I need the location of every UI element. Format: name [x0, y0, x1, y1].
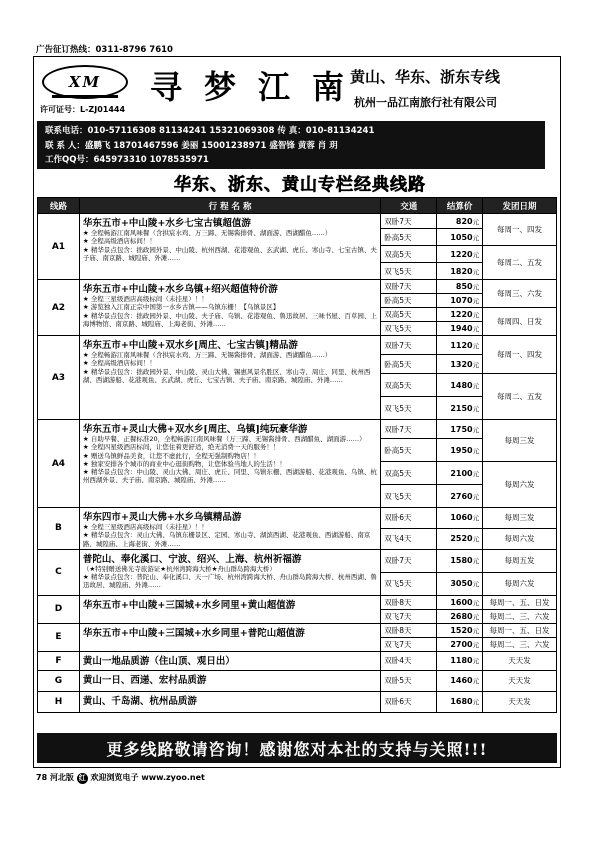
route-highlight: （★特别赠送佛光寺旅游证★杭州湾跨海大桥★舟山群岛跨海大桥） [82, 564, 276, 573]
price-cell [437, 651, 483, 670]
departure-dates: 每周三、六发 [483, 280, 557, 308]
transport-type: 双卧8天 [381, 623, 437, 637]
route-title: 华东五市+中山陵+三国城+水乡同里+普陀山超值游 [82, 627, 305, 639]
route-description [79, 651, 380, 670]
transport-type: 双飞7天 [381, 637, 437, 651]
transport-type: 双高5天 [381, 246, 437, 263]
table-row [38, 595, 557, 609]
contact-phones: 联系电话：010-57116308 81134241 15321069308 传 真：010-81134241 [45, 126, 375, 136]
price-unit: 元 [472, 469, 480, 478]
route-highlight: ★ 游览独入江南正宗中国第一水乡古镇——乌镇东栅！【乌镇景区】 [82, 303, 280, 312]
price-cell [437, 308, 483, 322]
price-unit: 元 [472, 325, 480, 333]
price-unit: 元 [472, 580, 480, 589]
header-transport: 交通 [381, 198, 437, 214]
price-cell [437, 508, 483, 529]
logo: XM [42, 65, 128, 99]
price-cell [437, 374, 483, 397]
table-row [38, 651, 557, 670]
route-highlight: ★ 精华景点包含：普陀山、奉化溪口、天一广场、杭州湾跨海大桥、舟山群岛跨海大桥、杭州西湖、鲁迅故居、城隍庙、外滩…… [82, 573, 377, 590]
route-title: 黄山、千岛湖、杭州品质游 [82, 695, 197, 707]
departure-dates: 每周六发 [483, 462, 557, 508]
transport-type: 双卧6天 [381, 508, 437, 529]
route-highlight: ★ 全程高级酒店标间！！ [82, 237, 156, 246]
route-highlight: ★ 赠送乌镇鲜品美食，让您不虚此行，全程无强制购物店！！ [82, 451, 260, 460]
route-description [79, 623, 380, 651]
route-description [79, 508, 380, 550]
route-highlight: ★ 全程高级酒店标间！！ [82, 359, 156, 368]
route-highlight: ★ 全程四星级酒店标间，让您住着更舒适，绝无消费一天的服务！！ [82, 443, 280, 452]
route-title: 华东五市+灵山大佛+双水乡[周庄、乌镇]纯玩豪华游 [82, 424, 308, 435]
route-highlight: ★ 精华景点包含：中山陵、灵山大佛、周庄、虎丘、同里、乌镇东栅、西湖游船、花港观鱼、乌镇、杭州西湖外景、夫子庙、南京路、城隍庙、外滩…… [82, 468, 377, 485]
price-cell [437, 280, 483, 294]
route-description [79, 595, 380, 623]
price-unit: 元 [472, 217, 480, 226]
price-value: 1070 [450, 296, 473, 305]
price-unit: 元 [472, 598, 480, 607]
price-cell [437, 549, 483, 572]
routes-table [37, 197, 557, 713]
table-row [38, 420, 557, 439]
table-row [38, 549, 557, 572]
route-code: A1 [38, 214, 80, 280]
price-value: 1220 [450, 310, 473, 319]
price-value: 1180 [450, 656, 473, 666]
price-cell [437, 322, 483, 336]
departure-dates: 每周三发 [483, 420, 557, 462]
price-cell [437, 462, 483, 485]
price-cell [437, 485, 483, 508]
contact-persons: 联 系 人：盛鹏飞 18701467596 姜丽 15001238971 盛智锋 黄蓉 肖 玥 [45, 140, 338, 151]
price-cell [437, 439, 483, 462]
route-highlight: ★ 自助早餐、正餐标准20，全程畅游江南风味餐（万三蹄、无锡酱排骨、西湖醋鱼、湖面游……） [82, 435, 366, 443]
departure-dates: 每周二、五发 [483, 374, 557, 420]
price-unit: 元 [472, 311, 480, 319]
transport-type: 双卧7天 [381, 214, 437, 229]
price-value: 1680 [450, 697, 473, 707]
price-value: 1220 [450, 249, 473, 259]
price-value: 2150 [450, 403, 473, 413]
price-cell [437, 336, 483, 355]
price-cell [437, 397, 483, 420]
departure-dates: 天天发 [483, 691, 557, 712]
departure-dates: 每周六发 [483, 572, 557, 595]
transport-type: 卧高5天 [381, 355, 437, 374]
route-description [79, 336, 380, 420]
price-unit: 元 [472, 425, 480, 434]
route-title: 黄山一日、西递、宏村品质游 [82, 674, 207, 686]
edition: 河北版 [49, 773, 74, 782]
transport-type: 双飞5天 [381, 263, 437, 280]
slogan: 黄山、华东、浙东专线 [350, 68, 501, 86]
price-cell [437, 214, 483, 229]
transport-type: 双卧7天 [381, 420, 437, 439]
route-code: A3 [38, 336, 80, 420]
price-unit: 元 [472, 626, 480, 635]
price-value: 1580 [450, 556, 473, 566]
contact-qq: 工作QQ号：645973310 1078535971 [45, 155, 209, 165]
logo-underline [52, 95, 118, 98]
route-code: A4 [38, 420, 80, 508]
price-cell [437, 420, 483, 439]
price-unit: 元 [472, 267, 480, 276]
route-highlight: ★ 全程畅游江南风味餐（含拱宸水鸡、万三蹄、无锡酱排骨、湖面游、西湖醋鱼……） [82, 351, 332, 359]
price-cell [437, 294, 483, 308]
price-value: 1320 [450, 359, 473, 369]
route-code: H [38, 691, 80, 712]
price-value: 1520 [450, 625, 473, 635]
route-highlight: ★ 精华景点包含：拙政园外景、中山陵、夫子庙、乌镇、花港观鱼、鲁迅故居、三味书屋、百草园、上海博物馆、南京路、城隍庙、上海老街、外滩…… [82, 311, 377, 328]
price-value: 1120 [450, 340, 473, 350]
price-cell [437, 246, 483, 263]
price-value: 850 [455, 282, 473, 291]
price-value: 1480 [450, 380, 473, 390]
table-row [38, 670, 557, 691]
header-dates: 发团日期 [483, 198, 557, 214]
price-value: 2520 [450, 534, 473, 544]
route-code: G [38, 670, 80, 691]
price-unit: 元 [472, 297, 480, 305]
departure-dates: 每周一、四发 [483, 336, 557, 374]
route-description [79, 549, 380, 595]
transport-type: 双高5天 [381, 374, 437, 397]
transport-type: 双飞4天 [381, 528, 437, 549]
price-value: 1050 [450, 232, 473, 242]
table-row [38, 508, 557, 529]
route-code: A2 [38, 280, 80, 336]
transport-type: 双飞5天 [381, 572, 437, 595]
price-value: 2760 [450, 491, 473, 501]
route-title: 华东五市+中山陵+水乡乌镇+绍兴超值特价游 [82, 284, 278, 295]
route-highlight: ★ 独家安排各个城市的商业中心逛街购物，让您体验当地人的生活！！ [82, 459, 286, 468]
price-unit: 元 [472, 557, 480, 566]
price-unit: 元 [472, 446, 480, 455]
price-unit: 元 [472, 640, 480, 649]
route-highlight: ★ 全程畅游江南风味餐（含拱宸水鸡、万三蹄、无锡酱排骨、湖面游、西湖醋鱼……） [82, 229, 332, 237]
price-unit: 元 [472, 360, 480, 369]
departure-dates: 每周一、五、日发 [483, 623, 557, 637]
price-cell [437, 572, 483, 595]
departure-dates: 每周一、五、日发 [483, 595, 557, 609]
transport-type: 双卧5天 [381, 670, 437, 691]
transport-type: 双卧7天 [381, 336, 437, 355]
price-unit: 元 [472, 283, 480, 291]
price-unit: 元 [472, 233, 480, 242]
departure-dates: 每周三发 [483, 508, 557, 529]
price-unit: 元 [472, 535, 480, 544]
header-price: 结算价 [437, 198, 483, 214]
price-value: 2680 [450, 611, 473, 621]
route-title: 黄山一地品质游（住山顶、观日出） [82, 655, 235, 667]
route-title: 华东五市+中山陵+水乡七宝古镇超值游 [82, 218, 251, 229]
transport-type: 卧高5天 [381, 229, 437, 246]
route-title: 华东四市+灵山大佛+水乡乌镇精品游 [82, 512, 242, 523]
transport-type: 卧高5天 [381, 294, 437, 308]
route-highlight: ★ 全程三星级酒店高级标间（未挂星）！！ [82, 295, 208, 303]
departure-dates: 每周二、三、六发 [483, 637, 557, 651]
price-unit: 元 [472, 612, 480, 621]
route-description [79, 280, 380, 336]
price-value: 2700 [450, 639, 473, 649]
route-code: F [38, 651, 80, 670]
price-unit: 元 [472, 492, 480, 501]
departure-dates: 天天发 [483, 670, 557, 691]
transport-type: 双飞5天 [381, 485, 437, 508]
route-description [79, 670, 380, 691]
route-highlight: ★ 精华景点包含：灵山大佛、乌镇东栅景区、定园、寒山寺、湖滨西湖、花港观鱼、西湖游船、南京路、城隍庙、上海老街、外滩…… [82, 531, 371, 548]
price-unit: 元 [472, 404, 480, 413]
departure-dates: 每周一、四发 [483, 214, 557, 246]
price-unit: 元 [472, 381, 480, 390]
transport-type: 双卧4天 [381, 651, 437, 670]
page-footer [36, 772, 205, 784]
transport-type: 双卧7天 [381, 549, 437, 572]
price-value: 1940 [450, 324, 473, 333]
page-number: 78 [36, 773, 48, 782]
price-value: 1060 [450, 513, 473, 523]
price-value: 3050 [450, 579, 473, 589]
route-code: E [38, 623, 80, 651]
route-description [79, 691, 380, 712]
table-header [38, 198, 557, 214]
price-unit: 元 [472, 657, 480, 666]
price-cell [437, 670, 483, 691]
departure-dates: 每周五发 [483, 549, 557, 572]
header-line: 线路 [38, 198, 80, 214]
price-cell [437, 691, 483, 712]
transport-type: 双高5天 [381, 462, 437, 485]
price-unit: 元 [472, 677, 480, 686]
route-highlight: ★ 精华景点包含：拙政园外景、中山陵、杭州西湖、花港观鱼、玄武湖、虎丘、寒山寺、七宝古镇、夫子庙、南京路、城隍庙、外滩…… [82, 245, 377, 262]
price-cell [437, 637, 483, 651]
transport-type: 双卧8天 [381, 595, 437, 609]
route-title: 华东五市+中山陵+双水乡[周庄、七宝古镇]精品游 [82, 340, 298, 351]
route-description [79, 214, 380, 280]
table-row [38, 280, 557, 294]
transport-type: 双卧7天 [381, 280, 437, 294]
departure-dates: 每周二、三、六发 [483, 609, 557, 623]
price-unit: 元 [472, 514, 480, 523]
price-cell [437, 595, 483, 609]
brand-name: 寻梦江南 [150, 68, 367, 106]
table-row [38, 214, 557, 229]
route-code: C [38, 549, 80, 595]
route-code: B [38, 508, 80, 550]
table-row [38, 623, 557, 637]
price-value: 2100 [450, 468, 473, 478]
departure-dates: 每周四、日发 [483, 308, 557, 336]
table-row [38, 691, 557, 712]
price-cell [437, 528, 483, 549]
transport-type: 卧高5天 [381, 439, 437, 462]
badge-icon: 红 [78, 774, 86, 782]
route-highlight: ★ 精华景点包含：拙政园外景、中山陵、灵山大佛、锡惠风景名胜区、寒山寺、周庄、同里、杭州西湖、西湖游船、花港观鱼、玄武湖、虎丘、七宝古镇、夫子庙、南京路、城隍庙、外滩…… [82, 367, 371, 384]
route-code: D [38, 595, 80, 623]
transport-type: 双飞5天 [381, 397, 437, 420]
section-title: 华东、浙东、黄山专栏经典线路 [174, 175, 426, 195]
departure-dates: 每周二、五发 [483, 246, 557, 280]
route-title: 华东五市+中山陵+三国城+水乡同里+黄山超值游 [82, 599, 296, 611]
price-value: 1460 [450, 676, 473, 686]
transport-type: 双飞7天 [381, 609, 437, 623]
contact-box [37, 121, 545, 169]
price-cell [437, 355, 483, 374]
price-cell [437, 623, 483, 637]
price-unit: 元 [472, 698, 480, 707]
price-value: 1820 [450, 266, 473, 276]
ad-hotline: 广告征订热线：0311-8796 7610 [36, 45, 173, 55]
price-value: 1750 [450, 424, 473, 434]
transport-type: 双飞5天 [381, 322, 437, 336]
route-highlight: ★ 全程三星级酒店高级标间（未挂星）！！ [82, 523, 208, 531]
transport-type: 双高5天 [381, 308, 437, 322]
website: 欢迎浏览电子 www.zyoo.net [90, 773, 205, 782]
price-value: 1600 [450, 597, 473, 607]
price-value: 820 [455, 216, 473, 226]
table-row [38, 336, 557, 355]
price-value: 1950 [450, 445, 473, 455]
transport-type: 双卧6天 [381, 691, 437, 712]
company-name: 杭州一品江南旅行社有限公司 [354, 96, 497, 109]
route-description [79, 420, 380, 508]
price-cell [437, 609, 483, 623]
departure-dates: 天天发 [483, 651, 557, 670]
departure-dates: 每周六发 [483, 528, 557, 549]
price-unit: 元 [472, 341, 480, 350]
route-title: 普陀山、奉化溪口、宁波、绍兴、上海、杭州祈福游 [82, 553, 302, 565]
header-name: 行 程 名 称 [79, 198, 380, 214]
price-cell [437, 229, 483, 246]
footer-slogan: 更多线路敬请咨询！感谢您对本社的支持与关照!!! [37, 733, 557, 763]
price-cell [437, 263, 483, 280]
price-unit: 元 [472, 250, 480, 259]
license-number: 许可证号：L-ZJ01444 [40, 105, 126, 114]
